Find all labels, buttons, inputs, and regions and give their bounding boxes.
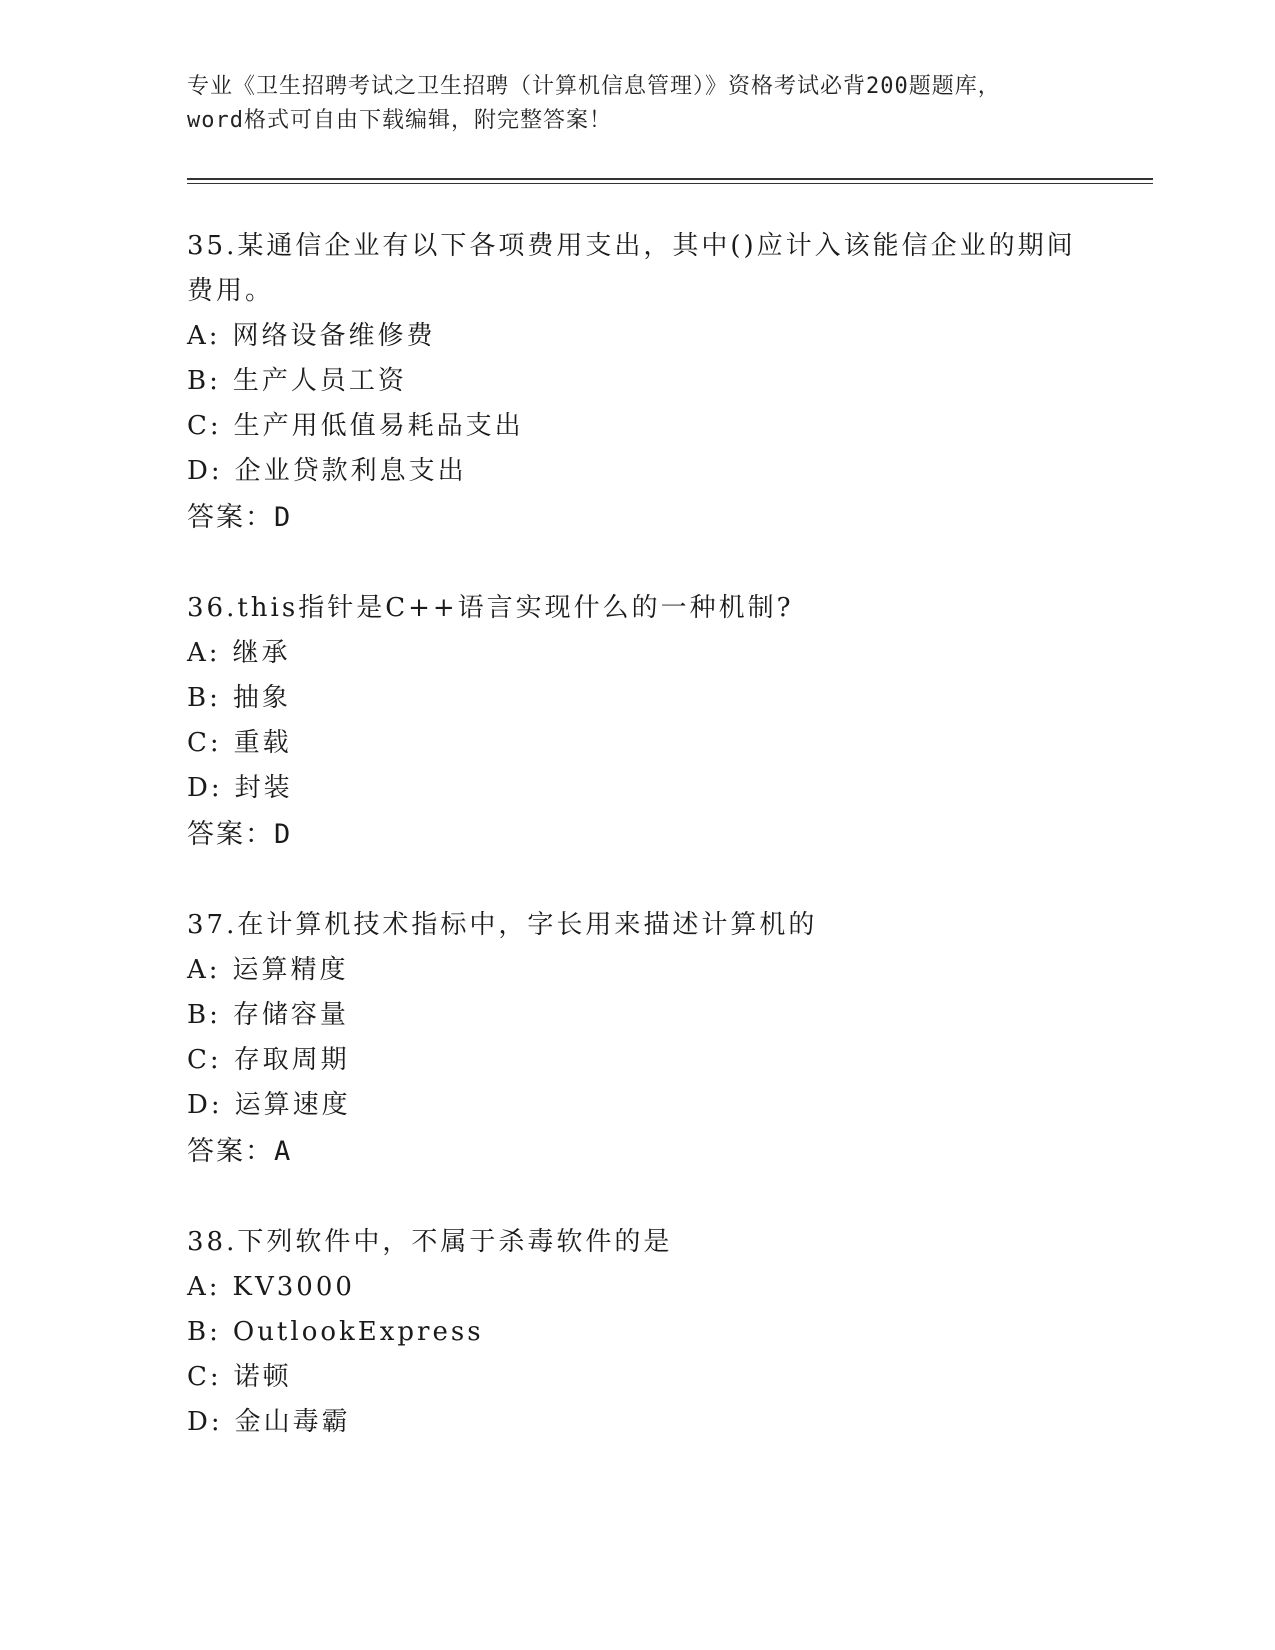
option-text: 运算精度	[232, 955, 349, 985]
option-letter: D:	[187, 1407, 223, 1437]
option-a	[187, 948, 1153, 993]
option-letter: A:	[187, 321, 221, 351]
header-divider	[187, 178, 1153, 184]
option-b	[187, 993, 1153, 1038]
option-text: 存储容量	[232, 1000, 349, 1030]
option-letter: C:	[187, 1045, 222, 1075]
option-d	[187, 449, 1153, 494]
option-b	[187, 676, 1153, 721]
option-text: 网络设备维修费	[232, 321, 436, 351]
option-text: 诺顿	[233, 1362, 292, 1392]
option-a	[187, 314, 1153, 359]
option-text: 抽象	[232, 683, 291, 713]
option-letter: D:	[187, 1090, 223, 1120]
question-stem: 35.某通信企业有以下各项费用支出，其中()应计入该能信企业的期间费用。	[187, 231, 1076, 306]
answer-line: 答案：D	[187, 502, 293, 533]
option-c	[187, 1038, 1153, 1083]
option-d	[187, 1083, 1153, 1128]
option-letter: B:	[187, 1317, 221, 1347]
option-letter: C:	[187, 1362, 222, 1392]
spacer	[187, 1175, 1153, 1220]
option-letter: C:	[187, 411, 222, 441]
option-text: 封装	[234, 773, 293, 803]
header-line-1: 专业《卫生招聘考试之卫生招聘（计算机信息管理）》资格考试必背200题题库，	[187, 74, 1001, 99]
option-text: 生产人员工资	[232, 366, 407, 396]
option-text: 企业贷款利息支出	[234, 456, 467, 486]
option-letter: A:	[187, 955, 221, 985]
option-letter: A:	[187, 638, 221, 668]
document-page	[187, 70, 1153, 1445]
option-d	[187, 766, 1153, 811]
option-letter: B:	[187, 1000, 221, 1030]
option-text: 存取周期	[233, 1045, 350, 1075]
option-c	[187, 404, 1153, 449]
option-a	[187, 1265, 1153, 1310]
option-text: 运算速度	[234, 1090, 351, 1120]
question-37	[187, 903, 1153, 1175]
document-header	[187, 70, 1153, 138]
option-letter: B:	[187, 366, 221, 396]
option-a	[187, 631, 1153, 676]
option-text: 重载	[233, 728, 292, 758]
question-stem: 38.下列软件中，不属于杀毒软件的是	[187, 1227, 673, 1257]
option-c	[187, 721, 1153, 766]
option-text: OutlookExpress	[232, 1317, 484, 1347]
option-letter: A:	[187, 1272, 221, 1302]
question-stem: 36.this指针是C++语言实现什么的一种机制?	[187, 593, 794, 623]
option-c	[187, 1355, 1153, 1400]
option-text: 金山毒霸	[234, 1407, 351, 1437]
option-text: KV3000	[232, 1272, 355, 1302]
option-b	[187, 1310, 1153, 1355]
spacer	[187, 541, 1153, 586]
option-letter: B:	[187, 683, 221, 713]
answer-line: 答案：A	[187, 1136, 293, 1167]
option-b	[187, 359, 1153, 404]
option-text: 生产用低值易耗品支出	[233, 411, 524, 441]
question-stem: 37.在计算机技术指标中，字长用来描述计算机的	[187, 910, 818, 940]
option-d	[187, 1400, 1153, 1445]
question-38	[187, 1220, 1153, 1445]
option-letter: C:	[187, 728, 222, 758]
option-letter: D:	[187, 456, 223, 486]
spacer	[187, 858, 1153, 903]
option-letter: D:	[187, 773, 223, 803]
answer-line: 答案：D	[187, 819, 293, 850]
question-list	[187, 224, 1153, 1445]
header-line-2: word格式可自由下载编辑，附完整答案！	[187, 108, 612, 133]
option-text: 继承	[232, 638, 291, 668]
question-36	[187, 586, 1153, 858]
question-35	[187, 224, 1153, 541]
